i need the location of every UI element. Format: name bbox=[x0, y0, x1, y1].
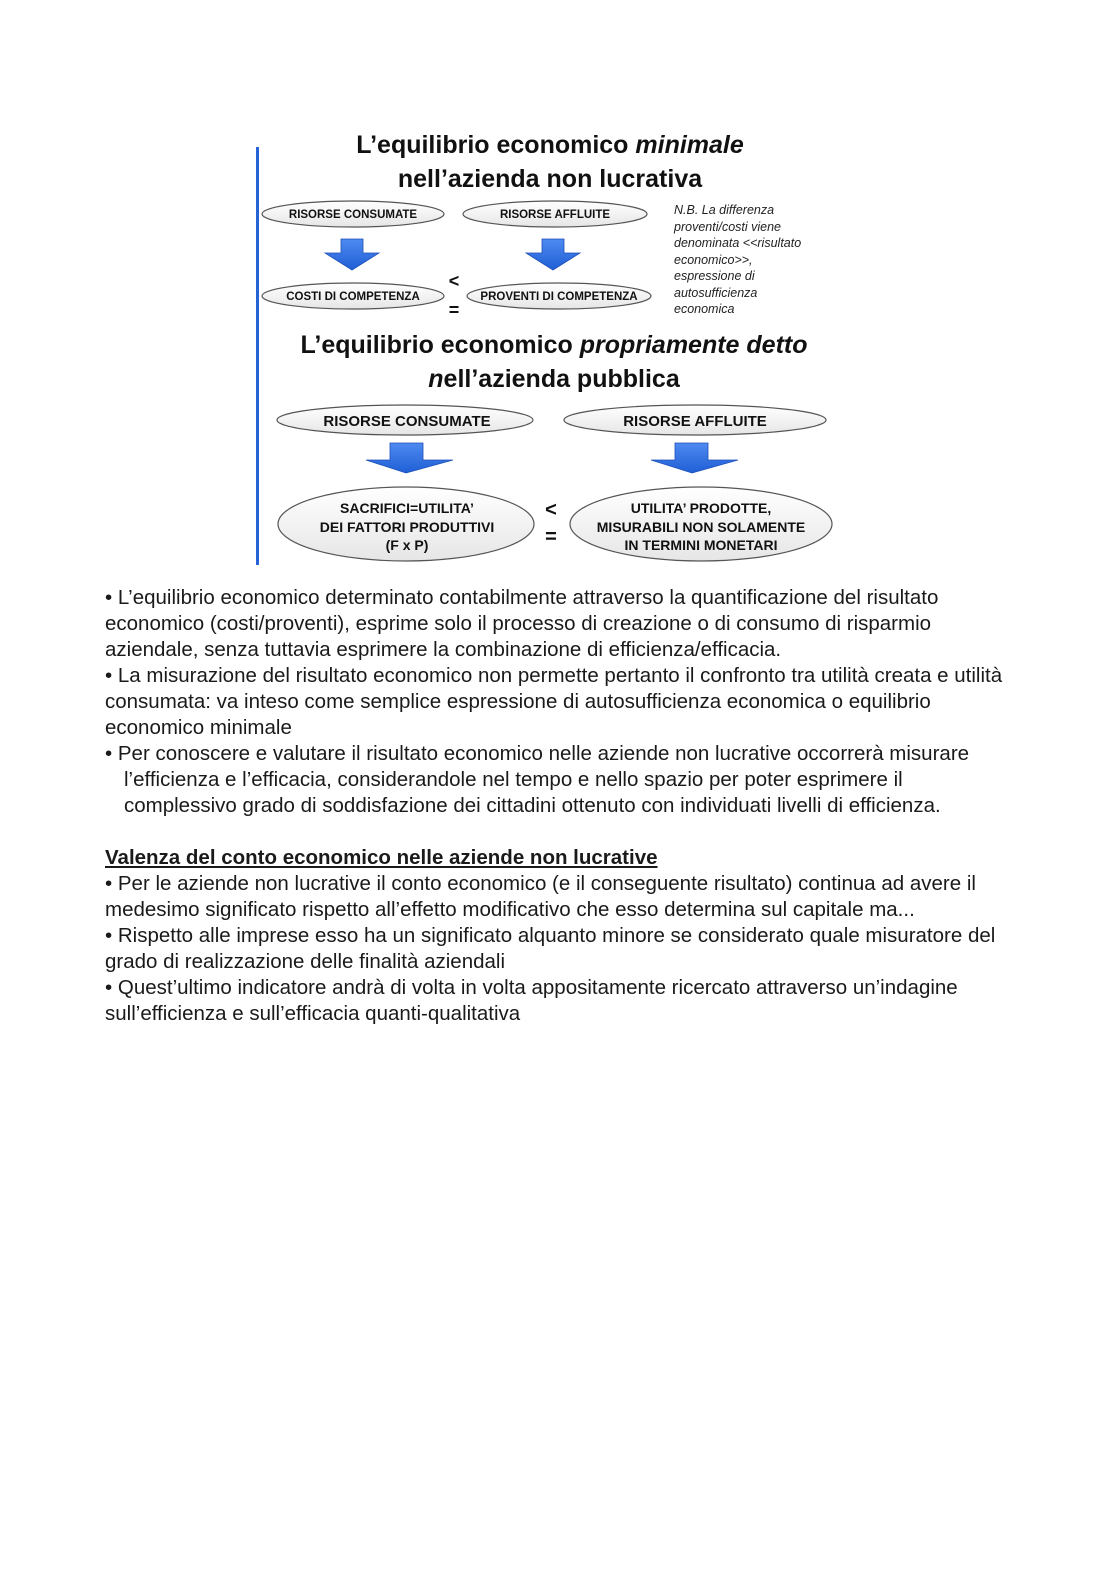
svg-text:denominata <<risultato: denominata <<risultato bbox=[674, 236, 802, 250]
label-risorse-consumate-2: RISORSE CONSUMATE bbox=[323, 413, 491, 430]
body-text bbox=[105, 585, 1005, 1027]
label-utilita-1: UTILITA’ PRODOTTE, bbox=[630, 500, 772, 516]
label-sacrifici-2: DEI FATTORI PRODUTTIVI bbox=[319, 519, 495, 535]
arrow-down-right-1 bbox=[526, 239, 580, 270]
diagram-slide bbox=[250, 120, 870, 575]
title-minimale: L’equilibrio economico minimale bbox=[356, 131, 744, 159]
paragraph-rispetto-imprese: • Rispetto alle imprese esso ha un significato alquanto minore se considerato quale misuratore del grado di realizzazione delle finalità aziendali bbox=[105, 924, 996, 973]
paragraph-conoscere: • Per conoscere e valutare il risultato economico nelle aziende non lucrative occorrerà misurare l’efficienza e l’efficacia, considerandole nel tempo e nello spazio per poter esprimere il complessivo grado di soddisfazione dei cittadini ottenuto con individuati livelli di efficienza. bbox=[105, 742, 970, 817]
label-risorse-consumate-1: RISORSE CONSUMATE bbox=[288, 209, 418, 221]
less-than-1: < bbox=[448, 271, 460, 291]
svg-text:proventi/costi viene: proventi/costi viene bbox=[674, 220, 782, 234]
svg-text:economica: economica bbox=[674, 302, 735, 316]
label-sacrifici-3: (F x P) bbox=[385, 537, 429, 553]
label-utilita-3: IN TERMINI MONETARI bbox=[624, 537, 778, 553]
label-proventi-competenza: PROVENTI DI COMPETENZA bbox=[480, 291, 638, 303]
equal-2: = bbox=[545, 526, 557, 548]
label-costi-competenza: COSTI DI COMPETENZA bbox=[286, 291, 420, 303]
section-heading: Valenza del conto economico nelle aziende non lucrative bbox=[105, 846, 658, 869]
label-risorse-affluite-2: RISORSE AFFLUITE bbox=[623, 413, 767, 430]
arrow-down-left-1 bbox=[325, 239, 379, 270]
paragraph-aziende-non-lucrative: • Per le aziende non lucrative il conto economico (e il conseguente risultato) continua ad avere il medesimo significato rispetto all’effetto modificativo che esso determina sul capitale ma... bbox=[105, 872, 976, 921]
paragraph-indicatore: • Quest’ultimo indicatore andrà di volta in volta appositamente ricercato attraverso un’indagine sull’efficienza e sull’efficacia quanti-qualitativa bbox=[105, 976, 958, 1025]
svg-text:economico>>,: economico>>, bbox=[674, 253, 753, 267]
title-propriamente-line2: nell’azienda pubblica bbox=[428, 365, 680, 393]
equal-1: = bbox=[448, 300, 460, 320]
paragraph-misurazione: • La misurazione del risultato economico non permette pertanto il confronto tra utilità creata e utilità consumata: va inteso come semplice espressione di autosufficienza economica o equilibrio economico minimale bbox=[105, 664, 1003, 739]
svg-text:autosufficienza: autosufficienza bbox=[674, 286, 758, 300]
arrow-down-left-2 bbox=[366, 443, 453, 473]
less-than-2: < bbox=[545, 499, 557, 521]
spacer bbox=[105, 819, 1005, 845]
note-nb bbox=[673, 203, 801, 316]
svg-text:espressione di: espressione di bbox=[674, 269, 755, 283]
label-risorse-affluite-1: RISORSE AFFLUITE bbox=[499, 209, 611, 221]
arrow-down-right-2 bbox=[651, 443, 738, 473]
label-utilita-2: MISURABILI NON SOLAMENTE bbox=[596, 519, 806, 535]
svg-text:N.B. La differenza: N.B. La differenza bbox=[674, 203, 775, 217]
slide-left-rule bbox=[256, 147, 259, 565]
title-propriamente: L’equilibrio economico propriamente detto bbox=[300, 331, 808, 359]
label-sacrifici-1: SACRIFICI=UTILITA’ bbox=[340, 500, 474, 516]
title-minimale-line2: nell’azienda non lucrativa bbox=[397, 165, 703, 193]
paragraph-equilibrio: • L’equilibrio economico determinato contabilmente attraverso la quantificazione del risultato economico (costi/proventi), esprime solo il processo di creazione o di consumo di risparmio aziendale, senza tuttavia esprimere la combinazione di efficienza/efficacia. bbox=[105, 586, 939, 661]
